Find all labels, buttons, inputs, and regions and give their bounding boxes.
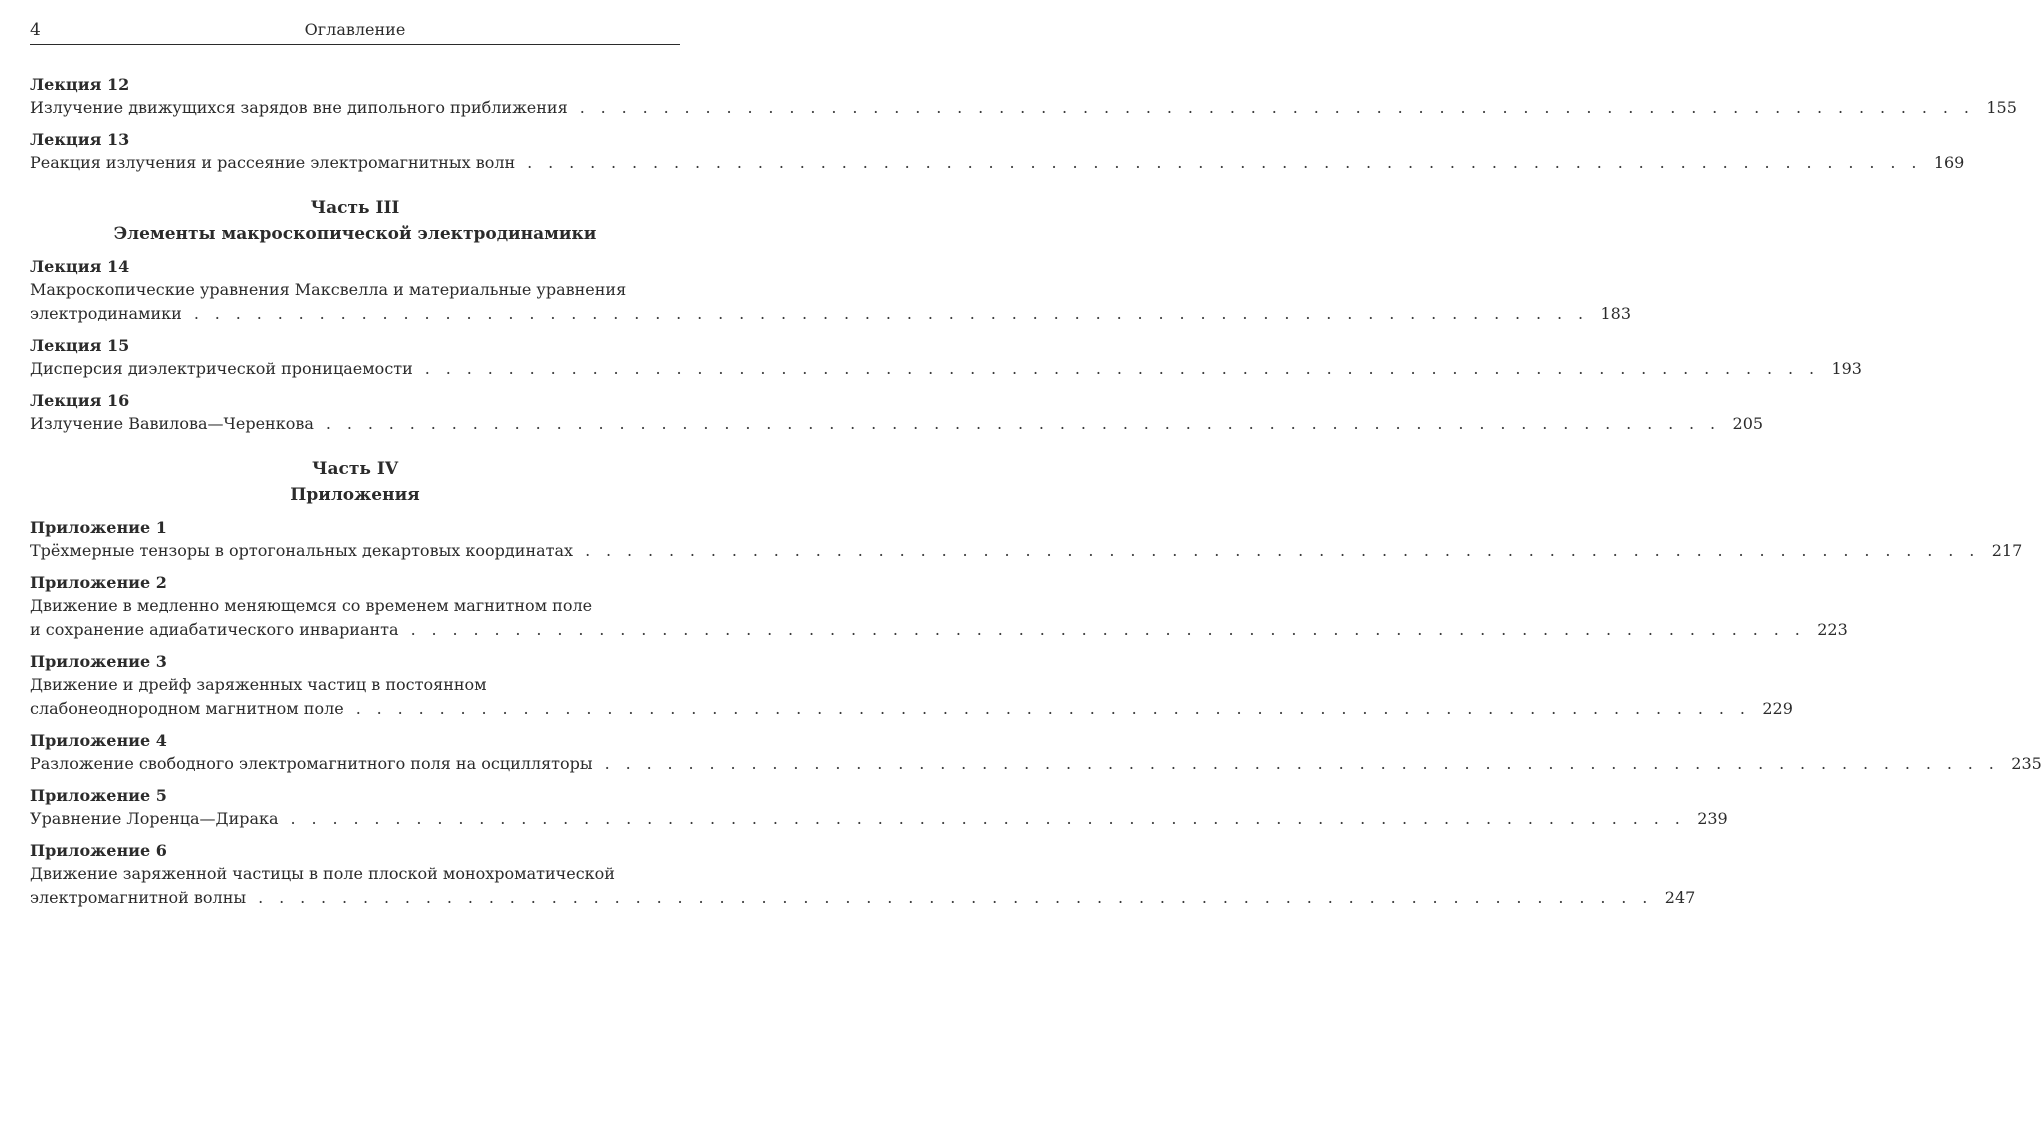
entry-line xyxy=(30,618,1848,642)
entry-line xyxy=(30,151,1965,175)
dot-leader: . . . . . . . . . . . . . . . . . . . . . . . . . . . . . . . . . . . . . . . . . . . . . . . . . . . . . . . . . . . . . . . . . . . xyxy=(527,153,1922,172)
entry-line xyxy=(30,357,1862,381)
dot-leader: . . . . . . . . . . . . . . . . . . . . . . . . . . . . . . . . . . . . . . . . . . . . . . . . . . . . . . . . . . . . . . . . . . . xyxy=(410,620,1806,639)
book-page xyxy=(30,0,2042,1123)
part-title: Приложения xyxy=(290,485,420,505)
entry-page: 239 xyxy=(1697,809,1728,828)
part-heading-3 xyxy=(30,195,680,247)
entry-text: и сохранение адиабатического инварианта xyxy=(30,620,399,639)
toc-entry-appendix-6[interactable] xyxy=(30,839,1696,910)
dot-leader: . . . . . . . . . . . . . . . . . . . . . . . . . . . . . . . . . . . . . . . . . . . . . . . . . . . . . . . . . . . . . . . . . . . xyxy=(604,754,2000,773)
entry-title: Приложение 2 xyxy=(30,573,167,592)
entry-text: Реакция излучения и рассеяние электромагнитных волн xyxy=(30,153,516,172)
entry-text: Трёхмерные тензоры в ортогональных декартовых координатах xyxy=(30,541,574,560)
part-label: Часть III xyxy=(310,198,400,218)
dot-leader: . . . . . . . . . . . . . . . . . . . . . . . . . . . . . . . . . . . . . . . . . . . . . . . . . . . . . . . . . . . . . . . . . . . xyxy=(290,809,1686,828)
entry-page: 217 xyxy=(1991,541,2023,560)
toc-entry-lecture-15[interactable] xyxy=(30,334,1862,381)
entry-title: Приложение 5 xyxy=(30,786,167,805)
running-header xyxy=(30,18,680,45)
toc-entry-lecture-14[interactable] xyxy=(30,255,1631,326)
entry-title: Лекция 12 xyxy=(30,75,130,94)
entry-page: 229 xyxy=(1762,699,1793,718)
dot-leader: . . . . . . . . . . . . . . . . . . . . . . . . . . . . . . . . . . . . . . . . . . . . . . . . . . . . . . . . . . . . . . . . . . . xyxy=(579,98,1975,117)
part-title: Элементы макроскопической электродинамики xyxy=(113,224,597,244)
toc-content xyxy=(30,73,2042,918)
toc-entry-lecture-16[interactable] xyxy=(30,389,1764,436)
entry-text: Излучение движущихся зарядов вне дипольного приближения xyxy=(30,98,568,117)
entry-text-line: Макроскопические уравнения Максвелла и материальные уравнения xyxy=(30,280,627,299)
page-number: 4 xyxy=(30,20,41,40)
entry-line xyxy=(30,886,1696,910)
entry-page: 183 xyxy=(1600,304,1631,323)
entry-line xyxy=(30,752,2042,776)
entry-text: Разложение свободного электромагнитного поля на осцилляторы xyxy=(30,754,593,773)
entry-page: 169 xyxy=(1933,153,1965,172)
entry-title: Лекция 14 xyxy=(30,257,130,276)
toc-entry-appendix-2[interactable] xyxy=(30,571,1848,642)
dot-leader: . . . . . . . . . . . . . . . . . . . . . . . . . . . . . . . . . . . . . . . . . . . . . . . . . . . . . . . . . . . . . . . . . . . xyxy=(325,414,1721,433)
entry-page: 235 xyxy=(2011,754,2042,773)
running-title: Оглавление xyxy=(304,20,406,39)
entry-text: слабонеоднородном магнитном поле xyxy=(30,699,344,718)
entry-page: 205 xyxy=(1732,414,1764,433)
entry-text: Излучение Вавилова—Черенкова xyxy=(30,414,314,433)
entry-page: 247 xyxy=(1664,888,1696,907)
entry-title: Приложение 6 xyxy=(30,841,167,860)
entry-line xyxy=(30,412,1764,436)
entry-text: Дисперсия диэлектрической проницаемости xyxy=(30,359,413,378)
entry-text: Уравнение Лоренца—Дирака xyxy=(30,809,279,828)
toc-entry-appendix-1[interactable] xyxy=(30,516,2023,563)
dot-leader: . . . . . . . . . . . . . . . . . . . . . . . . . . . . . . . . . . . . . . . . . . . . . . . . . . . . . . . . . . . . . . . . . . . xyxy=(585,541,1980,560)
dot-leader: . . . . . . . . . . . . . . . . . . . . . . . . . . . . . . . . . . . . . . . . . . . . . . . . . . . . . . . . . . . . . . . . . . . xyxy=(193,304,1589,323)
entry-line xyxy=(30,807,1728,831)
entry-line xyxy=(30,697,1793,721)
part-label: Часть IV xyxy=(311,459,399,479)
toc-entry-lecture-12[interactable] xyxy=(30,73,2017,120)
entry-title: Приложение 3 xyxy=(30,652,167,671)
entry-page: 223 xyxy=(1817,620,1848,639)
entry-title: Лекция 13 xyxy=(30,130,130,149)
entry-title: Приложение 1 xyxy=(30,518,167,537)
entry-text-line: Движение заряженной частицы в поле плоской монохроматической xyxy=(30,864,615,883)
entry-title: Лекция 15 xyxy=(30,336,130,355)
entry-title: Приложение 4 xyxy=(30,731,167,750)
entry-page: 193 xyxy=(1831,359,1862,378)
toc-entry-appendix-5[interactable] xyxy=(30,784,1728,831)
dot-leader: . . . . . . . . . . . . . . . . . . . . . . . . . . . . . . . . . . . . . . . . . . . . . . . . . . . . . . . . . . . . . . . . . . . xyxy=(424,359,1820,378)
entry-title: Лекция 16 xyxy=(30,391,130,410)
toc-entry-appendix-4[interactable] xyxy=(30,729,2042,776)
entry-line xyxy=(30,96,2017,120)
entry-line xyxy=(30,539,2023,563)
entry-text-line: Движение и дрейф заряженных частиц в постоянном xyxy=(30,675,487,694)
entry-text: электромагнитной волны xyxy=(30,888,247,907)
dot-leader: . . . . . . . . . . . . . . . . . . . . . . . . . . . . . . . . . . . . . . . . . . . . . . . . . . . . . . . . . . . . . . . . . . . xyxy=(355,699,1751,718)
dot-leader: . . . . . . . . . . . . . . . . . . . . . . . . . . . . . . . . . . . . . . . . . . . . . . . . . . . . . . . . . . . . . . . . . . . xyxy=(258,888,1653,907)
entry-text-line: Движение в медленно меняющемся со временем магнитном поле xyxy=(30,596,593,615)
entry-text: электродинамики xyxy=(30,304,182,323)
toc-entry-lecture-13[interactable] xyxy=(30,128,1965,175)
entry-page: 155 xyxy=(1986,98,2017,117)
part-heading-4 xyxy=(30,456,680,508)
toc-entry-appendix-3[interactable] xyxy=(30,650,1793,721)
entry-line xyxy=(30,302,1631,326)
